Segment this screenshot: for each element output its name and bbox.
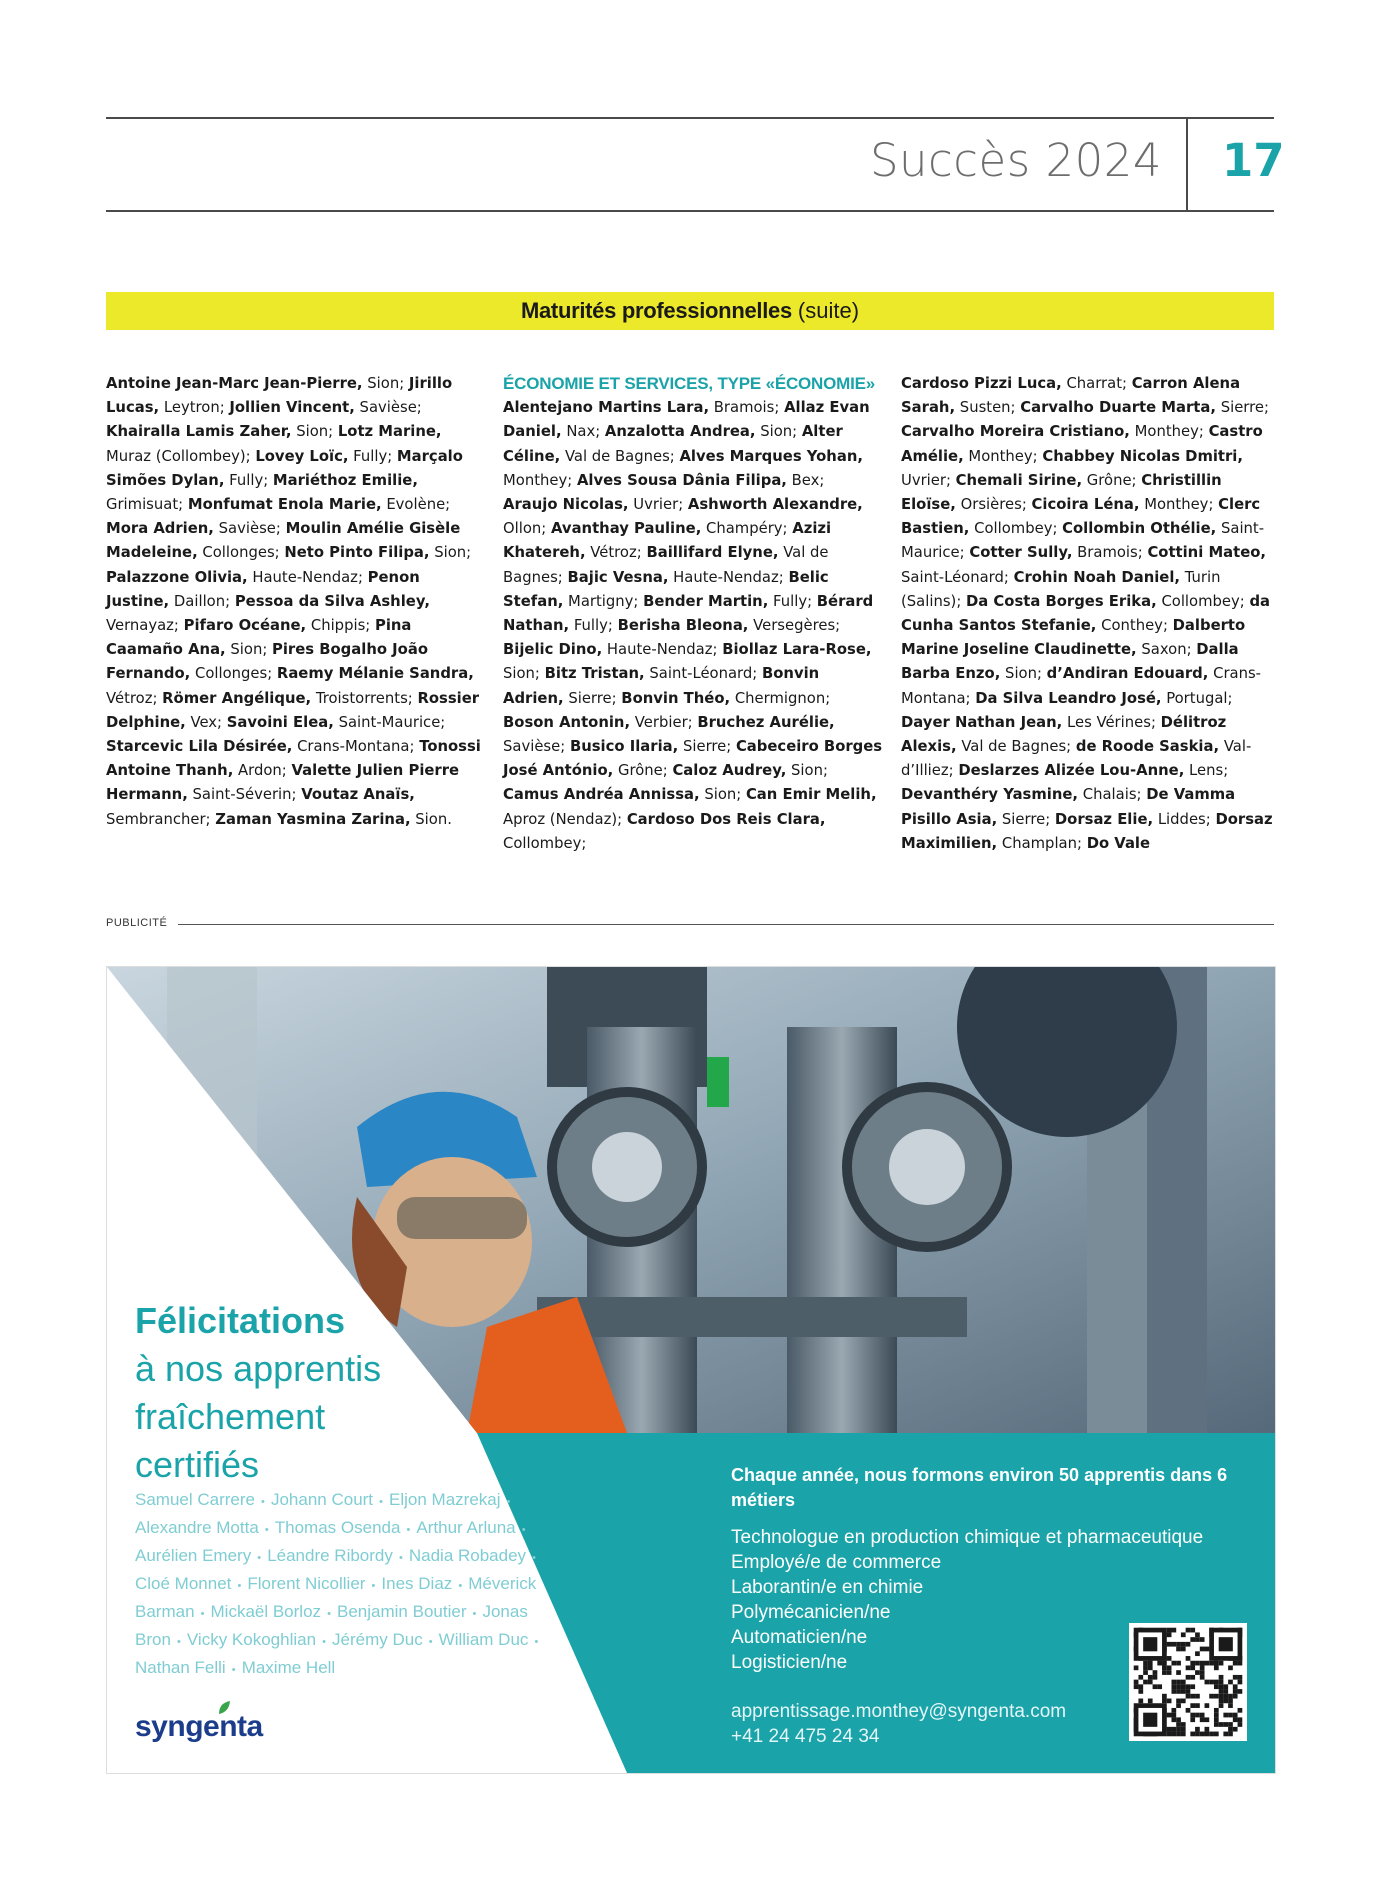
person-location: Sierre; xyxy=(997,810,1055,828)
person-name: d’Andiran Edouard, xyxy=(1046,665,1209,683)
person-location: Vex; xyxy=(185,713,227,731)
section-title: Succès 2024 xyxy=(869,134,1162,187)
publicite-rule xyxy=(178,924,1274,925)
person-name: Bijelic Dino, xyxy=(503,641,603,659)
person-name: Alentejano Martins Lara, xyxy=(503,399,710,417)
person-location: Les Vérines; xyxy=(1062,713,1161,731)
apprentice-names xyxy=(135,1487,565,1683)
headline-line-2: à nos apprentis xyxy=(135,1348,382,1389)
person-location: Chermignon; xyxy=(730,689,831,707)
apprentice-name: Benjamin Boutier xyxy=(337,1602,467,1621)
person-location: Leytron; xyxy=(159,399,230,417)
person-location: Val de Bagnes; xyxy=(560,447,680,465)
person-name: Avanthay Pauline, xyxy=(551,520,702,538)
person-location: Sion; xyxy=(786,762,828,780)
person-location: Champlan; xyxy=(997,834,1087,852)
apprentice-name: Jonas Bron xyxy=(135,1602,528,1649)
person-name: Zaman Yasmina Zarina, xyxy=(215,810,411,828)
person-location: Sion; xyxy=(699,786,746,804)
person-name: Cardoso Dos Reis Clara, xyxy=(626,810,826,828)
person-name: Bruchez Aurélie, xyxy=(697,713,835,731)
person-location: Sion; xyxy=(1000,665,1047,683)
person-name: Anzalotta Andrea, xyxy=(604,423,756,441)
person-location: Savièse; xyxy=(354,399,422,417)
person-location: Fully; xyxy=(224,471,273,489)
apprentice-name: Cloé Monnet xyxy=(135,1574,232,1593)
person-location: Crans-Montana; xyxy=(901,665,1262,707)
person-location: Val de Bagnes; xyxy=(503,544,829,586)
person-location: Turin (Salins); xyxy=(901,568,1221,610)
person-location: Evolène; xyxy=(381,496,451,514)
person-name: da Cunha Santos Stefanie, xyxy=(901,592,1271,635)
person-name: Dorsaz Maximilien, xyxy=(901,810,1273,852)
apprentice-name: Méverick Barman xyxy=(135,1574,537,1621)
person-name: Marçalo Simões Dylan, xyxy=(106,447,463,489)
person-name: Crohin Noah Daniel, xyxy=(1013,568,1181,586)
person-name: Khairalla Lamis Zaher, xyxy=(106,423,292,441)
person-location: Crans-Montana; xyxy=(292,738,420,756)
person-location: Sion; xyxy=(362,375,409,392)
person-location: Val de Bagnes; xyxy=(956,738,1076,756)
person-name: Alves Marques Yohan, xyxy=(679,447,863,465)
person-name: Antoine Jean-Marc Jean-Pierre, xyxy=(106,375,363,392)
apprentice-name: Nathan Felli xyxy=(135,1658,226,1677)
bullet-separator: • xyxy=(531,1636,539,1648)
headline-line-1: Félicitations xyxy=(135,1300,346,1341)
job-item: Laborantin/e en chimie xyxy=(731,1577,924,1598)
person-name: Bitz Tristan, xyxy=(544,665,645,683)
header-bottom-rule xyxy=(106,210,1274,212)
names-column-2 xyxy=(503,372,883,856)
person-name: Valette Julien Pierre Hermann, xyxy=(106,762,460,804)
person-name: Penon Justine, xyxy=(106,568,420,610)
person-location: Fully; xyxy=(768,592,817,610)
person-location: Sierre; xyxy=(563,689,622,707)
person-location: Saint-Léonard; xyxy=(901,568,1014,586)
person-location: Saint-Séverin; xyxy=(187,786,302,804)
apprentice-name: Léandre Ribordy xyxy=(267,1546,393,1565)
job-item: Polymécanicien/ne xyxy=(731,1602,891,1623)
person-location: Collombey; xyxy=(1156,592,1250,610)
page-number: 17 xyxy=(1222,134,1285,187)
person-name: Pifaro Océane, xyxy=(183,617,307,635)
person-name: de Roode Saskia, xyxy=(1075,738,1220,756)
person-name: Clerc Bastien, xyxy=(901,496,1261,538)
person-name: Bender Martin, xyxy=(643,592,769,610)
person-name: Voutaz Anaïs, xyxy=(301,786,415,804)
person-name: Camus Andréa Annissa, xyxy=(503,786,700,804)
person-location: Sembrancher; xyxy=(106,810,216,828)
bullet-separator: • xyxy=(173,1636,184,1648)
person-name: Cicoira Léna, xyxy=(1031,496,1140,514)
syngenta-logo xyxy=(135,1710,263,1744)
person-name: Allaz Evan Daniel, xyxy=(503,399,870,441)
person-name: Alves Sousa Dânia Filipa, xyxy=(576,471,787,489)
ad-headline xyxy=(135,1297,381,1489)
bullet-separator: • xyxy=(529,1552,536,1564)
person-location: Saint-Maurice; xyxy=(901,520,1265,562)
names-column-1 xyxy=(106,372,484,832)
person-name: Da Silva Leandro José, xyxy=(975,689,1162,707)
person-name: Délitroz Alexis, xyxy=(901,713,1227,756)
person-location: Martigny; xyxy=(563,592,644,610)
person-name: Savoini Elea, xyxy=(226,713,334,731)
person-name: Carvalho Duarte Marta, xyxy=(1020,399,1216,417)
person-name: Palazzone Olivia, xyxy=(106,568,248,586)
person-name: Collombin Othélie, xyxy=(1062,520,1217,538)
person-location: Chalais; xyxy=(1078,786,1147,804)
person-location: Uvrier; xyxy=(628,496,688,514)
person-location: Conthey; xyxy=(1096,617,1173,635)
person-location: Orsières; xyxy=(955,496,1032,514)
person-name: Boson Antonin, xyxy=(503,713,631,731)
person-name: Bonvin Théo, xyxy=(621,689,731,707)
person-location: Uvrier; xyxy=(901,471,956,489)
band-title: Maturités professionnelles xyxy=(520,298,792,323)
apprentice-name: Arthur Arluna xyxy=(416,1518,516,1537)
bullet-separator: • xyxy=(403,1524,414,1536)
apprentice-name: William Duc xyxy=(438,1630,529,1649)
person-name: Mariéthoz Emilie, xyxy=(272,471,418,489)
contact-email[interactable]: apprentissage.monthey@syngenta.com xyxy=(731,1701,1067,1722)
person-name: Deslarzes Alizée Lou-Anne, xyxy=(958,762,1185,780)
bullet-separator: • xyxy=(368,1580,379,1592)
person-name: Moulin Amélie Gisèle Madeleine, xyxy=(106,520,461,562)
person-name: Jollien Vincent, xyxy=(229,399,355,417)
person-location: Vétroz; xyxy=(106,689,163,707)
person-name: Tonossi Antoine Thanh, xyxy=(106,738,481,780)
apprentice-name: Samuel Carrere xyxy=(135,1490,255,1509)
syngenta-advertisement xyxy=(106,966,1276,1774)
section-band xyxy=(106,292,1274,330)
bullet-separator: • xyxy=(469,1608,480,1620)
apprentice-name: Nadia Robadey xyxy=(408,1546,527,1565)
person-name: Pina Caamaño Ana, xyxy=(106,617,412,659)
person-name: Chabbey Nicolas Dmitri, xyxy=(1042,447,1243,465)
person-name: Bajic Vesna, xyxy=(567,568,669,586)
person-name: Cotter Sully, xyxy=(969,544,1073,562)
person-location: Haute-Nendaz; xyxy=(668,568,789,586)
person-location: Charrat; xyxy=(1061,375,1132,392)
person-name: Devanthéry Yasmine, xyxy=(901,786,1079,804)
person-name: Azizi Khatereh, xyxy=(503,520,832,562)
bullet-separator: • xyxy=(261,1524,272,1536)
person-location: Saxon; xyxy=(1136,641,1197,659)
person-location: Fully; xyxy=(348,447,397,465)
person-location: Nax; xyxy=(561,423,605,441)
bullet-separator: • xyxy=(503,1496,511,1508)
person-name: Da Costa Borges Erika, xyxy=(966,592,1157,610)
person-location: Val-d’Illiez; xyxy=(901,738,1252,780)
person-location: Sierre; xyxy=(678,738,736,756)
header-separator xyxy=(1186,117,1188,212)
bullet-separator: • xyxy=(455,1580,466,1592)
apprentice-name: Mickaël Borloz xyxy=(210,1602,322,1621)
person-location: Bramois; xyxy=(709,399,785,417)
person-location: Sion; xyxy=(429,544,472,562)
person-location: Sion; xyxy=(755,423,802,441)
person-name: Neto Pinto Filipa, xyxy=(284,544,430,562)
person-name: Dayer Nathan Jean, xyxy=(901,713,1063,731)
person-name: Do Vale xyxy=(1086,834,1151,852)
job-item: Automaticien/ne xyxy=(731,1627,868,1648)
person-name: Carron Alena Sarah, xyxy=(901,375,1241,417)
person-location: Chippis; xyxy=(306,617,375,635)
person-name: Cabeceiro Borges José António, xyxy=(503,738,883,780)
person-name: Starcevic Lila Désirée, xyxy=(106,738,293,756)
bullet-separator: • xyxy=(258,1496,268,1508)
names-column-3 xyxy=(901,372,1279,856)
person-name: Mora Adrien, xyxy=(106,520,214,538)
person-name: Belic Stefan, xyxy=(503,568,829,610)
person-name: Caloz Audrey, xyxy=(672,762,787,780)
person-name: Lotz Marine, xyxy=(337,423,442,441)
qr-code-icon[interactable] xyxy=(1129,1623,1247,1741)
person-location: Collombey; xyxy=(503,834,587,852)
apprentice-name: Johann Court xyxy=(270,1490,374,1509)
person-name: Rossier Delphine, xyxy=(106,689,480,731)
bullet-separator: • xyxy=(518,1524,526,1536)
person-name: Pires Bogalho João Fernando, xyxy=(106,641,428,683)
bullet-separator: • xyxy=(395,1552,406,1564)
person-name: Busico Ilaria, xyxy=(569,738,679,756)
person-location: Monthey; xyxy=(503,471,577,489)
person-name: Bérard Nathan, xyxy=(503,592,874,635)
headline-line-4: certifiés xyxy=(135,1444,260,1485)
person-location: Grône; xyxy=(613,762,673,780)
person-name: Pessoa da Silva Ashley, xyxy=(234,592,430,610)
person-name: Dalla Barba Enzo, xyxy=(901,641,1239,683)
apprentice-name: Eljon Mazrekaj xyxy=(389,1490,501,1509)
person-location: Monthey; xyxy=(1139,496,1219,514)
person-location: Troistorrents; xyxy=(311,689,418,707)
apprentice-name: Vicky Kokoghlian xyxy=(186,1630,317,1649)
bullet-separator: • xyxy=(324,1608,335,1620)
bullet-separator: • xyxy=(425,1636,436,1648)
person-location: Champéry; xyxy=(701,520,793,538)
person-name: Cardoso Pizzi Luca, xyxy=(901,375,1062,392)
job-item: Employé/e de commerce xyxy=(731,1552,942,1573)
person-name: Raemy Mélanie Sandra, xyxy=(276,665,474,683)
category-heading: ÉCONOMIE ET SERVICES, TYPE «ÉCONOMIE» xyxy=(503,374,876,393)
person-name: Chemali Sirine, xyxy=(955,471,1083,489)
person-location: Versegères; xyxy=(748,617,841,635)
person-location: Portugal; xyxy=(1161,689,1233,707)
bullet-separator: • xyxy=(376,1496,387,1508)
headline-line-3: fraîchement xyxy=(135,1396,326,1437)
person-name: Baillifard Elyne, xyxy=(646,544,779,562)
person-name: Lovey Loïc, xyxy=(255,447,349,465)
person-location: Muraz (Collombey); xyxy=(106,447,256,465)
person-name: Bonvin Adrien, xyxy=(503,665,820,707)
apprentice-name: Thomas Osenda xyxy=(274,1518,401,1537)
person-location: Monthey; xyxy=(963,447,1043,465)
apprentice-name: Jérémy Duc xyxy=(332,1630,423,1649)
person-location: Sion; xyxy=(503,665,545,683)
person-location: Collombey; xyxy=(969,520,1063,538)
person-location: Liddes; xyxy=(1153,810,1216,828)
person-name: Cottini Mateo, xyxy=(1147,544,1267,562)
job-item: Logisticien/ne xyxy=(731,1652,848,1673)
person-name: Araujo Nicolas, xyxy=(503,496,629,514)
person-location: Saint-Léonard; xyxy=(644,665,762,683)
person-name: Christillin Eloïse, xyxy=(901,471,1222,514)
person-location: Sion. xyxy=(410,810,452,828)
person-name: Dalberto Marine Joseline Claudinette, xyxy=(901,617,1246,659)
leaf-icon xyxy=(217,1700,231,1716)
bullet-separator: • xyxy=(319,1636,330,1648)
apprentice-name: Maxime Hell xyxy=(241,1658,336,1677)
person-location: Grimisuat; xyxy=(106,496,188,514)
person-location: Fully; xyxy=(569,617,618,635)
person-name: Ashworth Alexandre, xyxy=(687,496,863,514)
person-location: Savièse; xyxy=(503,738,570,756)
person-location: Collonges; xyxy=(197,544,285,562)
person-location: Ardon; xyxy=(233,762,292,780)
person-location: Susten; xyxy=(955,399,1021,417)
person-location: Haute-Nendaz; xyxy=(247,568,368,586)
apprentice-name: Aurélien Emery xyxy=(135,1546,252,1565)
person-location: Vernayaz; xyxy=(106,617,184,635)
person-location: Verbier; xyxy=(630,713,698,731)
person-name: Can Emir Melih, xyxy=(745,786,877,804)
contact-phone[interactable]: +41 24 475 24 34 xyxy=(731,1726,880,1747)
publicite-label: PUBLICITÉ xyxy=(106,917,168,929)
person-name: Biollaz Lara-Rose, xyxy=(722,641,872,659)
person-location: Haute-Nendaz; xyxy=(602,641,723,659)
training-lead: Chaque année, nous formons environ 50 apprentis dans 6 métiers xyxy=(731,1465,1228,1510)
apprentice-name: Alexandre Motta xyxy=(135,1518,259,1537)
logo-text: syngenta xyxy=(135,1710,263,1743)
apprentice-name: Florent Nicollier xyxy=(247,1574,366,1593)
header-top-rule xyxy=(106,117,1274,119)
person-location: Sion; xyxy=(225,641,273,659)
bullet-separator: • xyxy=(197,1608,208,1620)
bullet-separator: • xyxy=(228,1664,239,1676)
person-name: Monfumat Enola Marie, xyxy=(187,496,382,514)
person-name: Carvalho Moreira Cristiano, xyxy=(901,423,1130,441)
bullet-separator: • xyxy=(234,1580,245,1592)
person-name: Dorsaz Elie, xyxy=(1054,810,1154,828)
bullet-separator: • xyxy=(254,1552,265,1564)
person-location: Bex; xyxy=(786,471,825,489)
person-name: Berisha Bleona, xyxy=(617,617,749,635)
person-location: Lens; xyxy=(1184,762,1229,780)
person-location: Aproz (Nendaz); xyxy=(503,810,627,828)
person-location: Saint-Maurice; xyxy=(333,713,446,731)
person-location: Sierre; xyxy=(1216,399,1269,417)
person-location: Collonges; xyxy=(190,665,277,683)
person-location: Monthey; xyxy=(1129,423,1209,441)
person-location: Savièse; xyxy=(213,520,286,538)
person-name: Römer Angélique, xyxy=(162,689,312,707)
person-name: Jirillo Lucas, xyxy=(106,375,453,417)
person-location: Sion; xyxy=(291,423,338,441)
person-name: Alter Céline, xyxy=(503,423,843,465)
person-name: Castro Amélie, xyxy=(901,423,1263,465)
person-name: De Vamma Pisillo Asia, xyxy=(901,786,1236,828)
band-suffix: (suite) xyxy=(797,298,860,323)
person-location: Vétroz; xyxy=(585,544,647,562)
person-location: Ollon; xyxy=(503,520,551,538)
job-item: Technologue en production chimique et pharmaceutique xyxy=(731,1527,1204,1548)
person-location: Bramois; xyxy=(1072,544,1148,562)
person-location: Grône; xyxy=(1082,471,1142,489)
apprentice-name: Ines Diaz xyxy=(381,1574,453,1593)
person-location: Daillon; xyxy=(169,592,235,610)
